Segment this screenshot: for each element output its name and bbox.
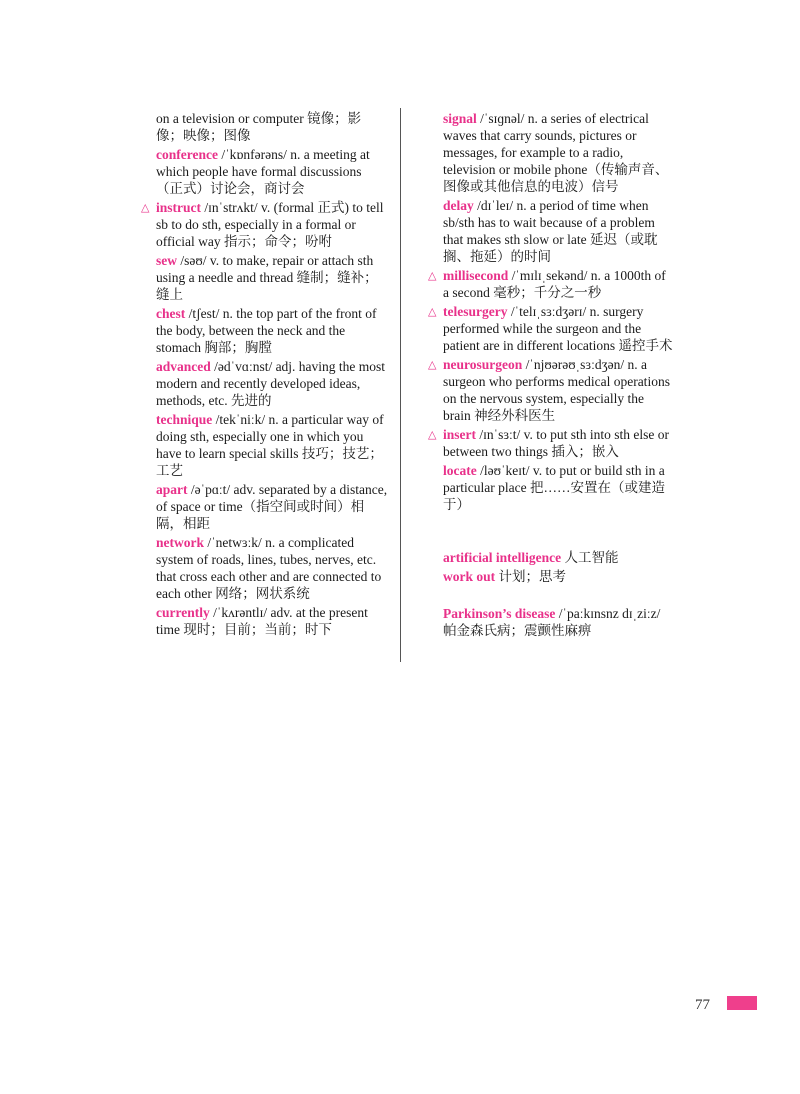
headword-network: network (156, 535, 204, 550)
entry-neurosurgeon (428, 356, 675, 424)
definition-network: /ˈnetwɜːk/ n. a complicated system of roads, lines, tubes, nerves, etc. that cross each other and are connected to each other 网络；网状系统 (156, 535, 382, 601)
triangle-marker-icon: △ (141, 202, 150, 214)
definition-delay: /dɪˈleɪ/ n. a period of time when sb/sth has to wait because of a problem that makes sth slow or late 延迟（或耽搁、拖延）的时间 (443, 198, 658, 264)
triangle-marker-icon: △ (428, 429, 437, 441)
entry-sew (156, 252, 388, 303)
definition-artificial-intelligence: 人工智能 (561, 550, 619, 565)
entry-technique (156, 411, 388, 479)
right-column (428, 110, 675, 641)
triangle-marker-icon: △ (428, 270, 437, 282)
definition-technique: /tekˈniːk/ n. a particular way of doing sth, especially one in which you have to learn special skills 技巧；技艺；工艺 (156, 412, 384, 478)
phrase-work-out (443, 568, 675, 585)
headword-neurosurgeon: neurosurgeon (443, 357, 523, 372)
definition-locate: /ləʊˈkeɪt/ v. to put or build sth in a particular place 把……安置在（或建造于） (443, 463, 665, 512)
headword-work-out: work out (443, 569, 496, 584)
headword-parkinsons-disease: Parkinson’s disease (443, 606, 556, 621)
definition-neurosurgeon: /ˈnjʊərəʊˌsɜːdʒən/ n. a surgeon who performs medical operations on the nervous system, especially the brain 神经外科医生 (443, 357, 670, 423)
definition-sew: /səʊ/ v. to make, repair or attach sth using a needle and thread 缝制；缝补；缝上 (156, 253, 378, 302)
entry-signal (443, 110, 675, 195)
headword-insert: insert (443, 427, 476, 442)
headword-artificial-intelligence: artificial intelligence (443, 550, 562, 565)
definition-telesurgery: /ˈtelɪˌsɜːdʒərɪ/ n. surgery performed while the surgeon and the patient are in different locations 遥控手术 (443, 304, 673, 353)
entry-network (156, 534, 388, 602)
entry-advanced (156, 358, 388, 409)
entry-delay (443, 197, 675, 265)
headword-conference: conference (156, 147, 218, 162)
page-number: 77 (695, 997, 710, 1013)
page-number-bar (727, 996, 757, 1010)
headword-advanced: advanced (156, 359, 211, 374)
definition-signal: /ˈsɪɡnəl/ n. a series of electrical waves that carry sounds, pictures or messages, for example to a radio, television or mobile phone（传输声音、图像或其他信息的电波）信号 (443, 111, 669, 194)
definition-work-out: 计划；思考 (495, 569, 567, 584)
left-column (141, 110, 388, 640)
triangle-marker-icon: △ (428, 306, 437, 318)
headword-currently: currently (156, 605, 210, 620)
definition-advanced: /ədˈvɑːnst/ adj. having the most modern and recently developed ideas, methods, etc. 先进的 (156, 359, 386, 408)
definition-apart: /əˈpɑːt/ adv. separated by a distance, of space or time（指空间或时间）相隔，相距 (156, 482, 388, 531)
headword-apart: apart (156, 482, 188, 497)
entry-instruct (141, 199, 388, 250)
headword-delay: delay (443, 198, 474, 213)
definition-instruct: /ɪnˈstrʌkt/ v. (formal 正式) to tell sb to do sth, especially in a formal or official way 指示；命令；吩咐 (156, 200, 384, 249)
entry-millisecond (428, 267, 675, 301)
entry-currently (156, 604, 388, 638)
definition-currently: /ˈkʌrəntlɪ/ adv. at the present time 现时；目前；当前；时下 (156, 605, 368, 637)
column-divider (400, 108, 401, 662)
definition-chest: /tʃest/ n. the top part of the front of the body, between the neck and the stomach 胸部；胸膛 (156, 306, 377, 355)
definition-conference: /ˈkɒnfərəns/ n. a meeting at which people have formal discussions（正式）讨论会，商讨会 (156, 147, 370, 196)
headword-technique: technique (156, 412, 213, 427)
entry-apart (156, 481, 388, 532)
headword-sew: sew (156, 253, 177, 268)
triangle-marker-icon: △ (428, 359, 437, 371)
headword-signal: signal (443, 111, 477, 126)
entry-television: on a television or computer 镜像；影像；映像；图像 (156, 111, 362, 143)
phrase-artificial-intelligence (443, 549, 675, 566)
definition-millisecond: /ˈmɪlɪˌsekənd/ n. a 1000th of a second 毫秒；千分之一秒 (443, 268, 666, 300)
entry-conference (156, 146, 388, 197)
headword-instruct: instruct (156, 200, 201, 215)
headword-telesurgery: telesurgery (443, 304, 508, 319)
definition-parkinsons-disease: /ˈpaːkɪnsnz dɪˌziːz/ 帕金森氏病；震颤性麻痹 (443, 606, 661, 638)
entry-insert (428, 426, 675, 460)
proper-noun-parkinsons-disease (443, 605, 675, 639)
entry-locate (443, 462, 675, 513)
headword-millisecond: millisecond (443, 268, 509, 283)
definition-insert: /ɪnˈsɜːt/ v. to put sth into sth else or between two things 插入；嵌入 (443, 427, 670, 459)
headword-chest: chest (156, 306, 186, 321)
headword-locate: locate (443, 463, 477, 478)
entry-chest (156, 305, 388, 356)
entry-telesurgery (428, 303, 675, 354)
